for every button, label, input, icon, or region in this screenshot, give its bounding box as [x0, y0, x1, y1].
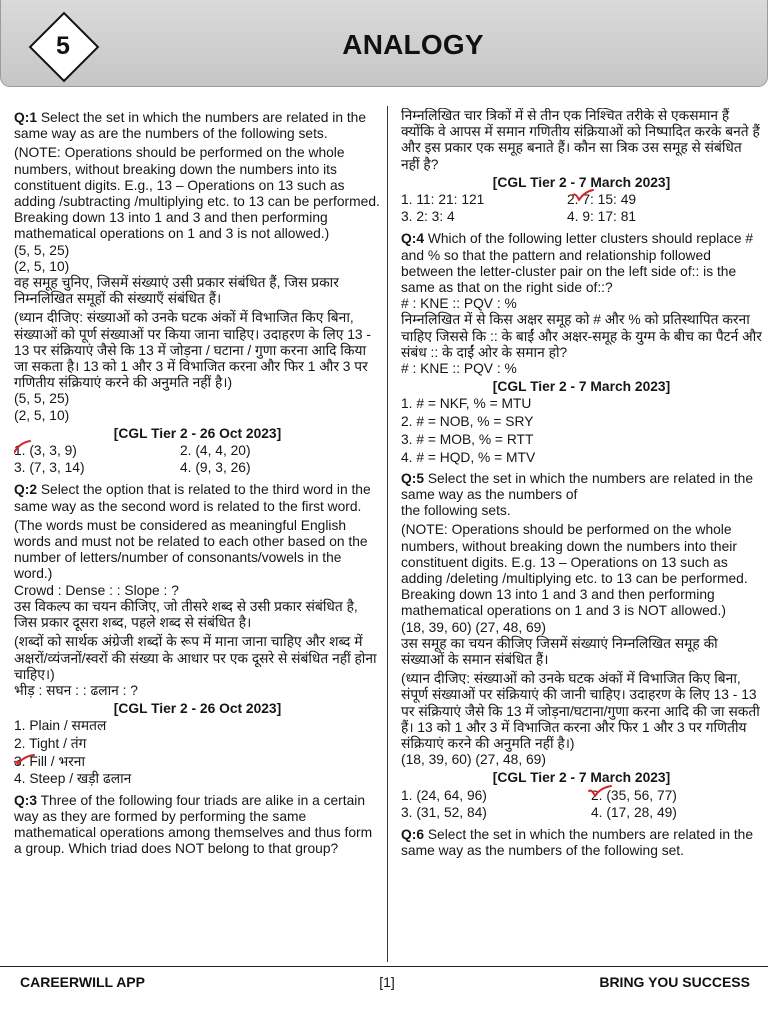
given-sets: (18, 39, 60) (27, 48, 69) — [401, 619, 546, 635]
column-divider — [387, 106, 388, 962]
exam-source: [CGL Tier 2 - 7 March 2023] — [492, 770, 671, 786]
option-2 — [567, 192, 762, 208]
option-1 — [14, 718, 381, 734]
question-6 — [401, 827, 762, 859]
option-text: 2. Tight / तंग — [14, 736, 87, 752]
options-grid — [14, 443, 381, 476]
question-text — [401, 231, 762, 296]
exam-source: [CGL Tier 2 - 7 March 2023] — [492, 174, 671, 190]
page-number: [1] — [379, 974, 395, 990]
letter-expression-hi: # : KNE :: PQV : % — [401, 361, 517, 377]
question-label: Q:4 — [401, 231, 424, 247]
given-set-hi: (2, 5, 10) — [14, 407, 70, 423]
given-set: (5, 5, 25) — [14, 242, 70, 258]
option-text: 3. Fill / भरना — [14, 753, 86, 769]
question-3-continued — [401, 108, 762, 225]
option-4 — [401, 450, 762, 466]
question-text-hi: वह समूह चुनिए, जिसमें संख्याएं उसी प्रकार संबंधित हैं, जिस प्रकार निम्नलिखित समूहों की संख्याएँ संबंधित हैं। — [14, 275, 339, 307]
option-text: 4. # = HQD, % = MTV — [401, 449, 536, 465]
option-4 — [180, 460, 381, 476]
question-label: Q:5 — [401, 470, 424, 486]
question-note: (The words must be considered as meaningful English words and must not be related to each other based on the number of letters/number of consonants/vowels in the word.) — [14, 517, 368, 582]
question-note-hi: (ध्यान दीजिए: संख्याओं को उनके घटक अंकों में विभाजित किए बिना, संपूर्ण संख्याओं पर संक्रियाएं की जानी चाहिए। उदाहरण के लिए 13 - 13 पर संक्रियाएं जैसे कि 13 में जोड़ना/घटाना/गुणा करना आदि की जा सकती हैं। 13 को 1 और 3 में विभाजित करना और फिर 1 और 3 पर गणितीय संक्रियाएं करने की अनुमति नहीं है।) — [401, 671, 760, 752]
question-text-en: Which of the following letter clusters should replace # and % so that the pattern and relationship followed between the letter-cluster pair on the left side of:: is the same as that on the right side of::? — [401, 231, 754, 296]
given-set: (2, 5, 10) — [14, 258, 70, 274]
options-list — [401, 396, 762, 465]
option-text: 1. (24, 64, 96) — [401, 787, 487, 803]
option-2 — [14, 736, 381, 752]
option-text: 1. (3, 3, 9) — [14, 443, 77, 459]
question-2 — [14, 482, 381, 787]
question-note-hi: (शब्दों को सार्थक अंग्रेजी शब्दों के रूप में माना जाना चाहिए और शब्द में अक्षरों/व्यंजनों/स्वरों की संख्या के आधार पर एक दूसरे से संबंधित नहीं होना चाहिए।) — [14, 634, 377, 682]
option-3 — [401, 209, 567, 225]
option-text: 2. 7: 15: 49 — [567, 192, 637, 208]
option-3 — [401, 432, 762, 448]
question-note-hi: (ध्यान दीजिए: संख्याओं को उनके घटक अंकों में विभाजित किए बिना, संख्याओं को पूर्ण संख्याओं पर किया जाना चाहिए। उदाहरण के लिए 13 - 13 पर संक्रियाएं जैसे कि 13 में जोड़ना / घटाना / गुणा करना आदि किया जा सकता है। 13 को 1 और 3 में विभाजित करना और फिर 1 और 3 पर गणितीय संक्रियाएं करने की अनुमति नहीं है।) — [14, 310, 371, 391]
question-text-en: Select the set in which the numbers are related in the same way as are the numbers of the following sets. — [14, 110, 367, 142]
option-text: 4. (9, 3, 26) — [180, 460, 251, 476]
exam-source: [CGL Tier 2 - 7 March 2023] — [492, 379, 671, 395]
chapter-header — [0, 0, 768, 87]
question-text-hi: निम्नलिखित में से किस अक्षर समूह को # और % को प्रतिस्थापित करना चाहिए जिससे कि :: के बाईं और अक्षर-समूह के युग्म के बीच का पैटर्न और संबंध :: के दाईं ओर के समान हो? — [401, 312, 762, 360]
options-grid — [401, 788, 762, 821]
question-text — [401, 471, 762, 520]
question-text-hi: उस समूह का चयन कीजिए जिसमें संख्याएं निम्नलिखित समूह की संख्याओं के समान संबंधित हैं। — [401, 635, 718, 667]
question-text — [14, 482, 381, 514]
option-4 — [14, 771, 381, 787]
option-2 — [401, 414, 762, 430]
option-4 — [591, 805, 762, 821]
footer-brand: CAREERWILL APP — [20, 974, 145, 990]
option-2 — [591, 788, 762, 804]
option-text: 4. Steep / खड़ी ढलान — [14, 771, 132, 787]
option-text: 1. # = NKF, % = MTU — [401, 396, 532, 412]
given-sets-hi: (18, 39, 60) (27, 48, 69) — [401, 752, 546, 768]
question-1 — [14, 110, 381, 476]
exam-source: [CGL Tier 2 - 26 Oct 2023] — [113, 425, 282, 441]
question-text — [14, 110, 381, 142]
question-text-en: Select the option that is related to the third word in the same way as the second word is related to the first word. — [14, 482, 371, 514]
question-text-en: Three of the following four triads are alike in a certain way as they are formed by performing the same mathematical operations among themselves and thus form a group. Which triad does NOT belong to that group? — [14, 792, 373, 857]
footer-tagline: BRING YOU SUCCESS — [599, 974, 750, 990]
question-text — [14, 793, 381, 858]
option-1 — [401, 788, 591, 804]
right-column — [401, 108, 762, 962]
option-text: 2. (4, 4, 20) — [180, 443, 251, 459]
question-label: Q:6 — [401, 827, 424, 843]
given-set-hi: (5, 5, 25) — [14, 391, 70, 407]
option-1 — [14, 443, 180, 459]
option-text: 4. (17, 28, 49) — [591, 804, 677, 820]
question-note: (NOTE: Operations should be performed on the whole numbers, without breaking down the numbers into its constituent digits. E.g., 13 – Operations on 13 such as adding /subtracting /multiplying etc. to 13 can be performed. Breaking down 13 into 1 and 3 and then performing mathematical operations on 1 and 3 is not allowed.) — [14, 145, 380, 242]
option-1 — [401, 396, 762, 412]
question-text-hi: निम्नलिखित चार त्रिकों में से तीन एक निश्चित तरीके से एकसमान हैं क्योंकि वे आपस में समान गणितीय संक्रियाओं को निष्पादित करके बनते हैं और इस प्रकार एक समूह बनाते हैं। कौन सा त्रिक उस समूह से संबंधित नहीं है? — [401, 108, 760, 172]
question-label: Q:1 — [14, 110, 37, 125]
option-text: 2. # = NOB, % = SRY — [401, 414, 534, 430]
question-3 — [14, 793, 381, 858]
question-text — [401, 827, 762, 859]
question-text-en: Select the set in which the numbers are related in the same way as the numbers of the following sets. — [401, 470, 754, 519]
option-text: 2. (35, 56, 77) — [591, 787, 677, 803]
option-text: 3. (7, 3, 14) — [14, 460, 85, 476]
letter-expression: # : KNE :: PQV : % — [401, 296, 517, 312]
question-label: Q:3 — [14, 792, 37, 808]
options-grid — [401, 192, 762, 225]
option-2 — [180, 443, 381, 459]
option-text: 3. 2: 3: 4 — [401, 209, 455, 225]
left-column — [14, 110, 381, 962]
question-text-en: Select the set in which the numbers are related in the same way as the numbers of the following set. — [401, 827, 754, 859]
chapter-number: 5 — [56, 32, 70, 60]
option-text: 3. # = MOB, % = RTT — [401, 431, 534, 447]
question-text-hi: उस विकल्प का चयन कीजिए, जो तीसरे शब्द से उसी प्रकार संबंधित है, जिस प्रकार दूसरा शब्द, पहले शब्द से संबंधित है। — [14, 598, 358, 631]
chapter-title: ANALOGY — [342, 29, 484, 60]
option-text: 3. (31, 52, 84) — [401, 804, 487, 820]
question-5 — [401, 471, 762, 821]
options-list — [14, 718, 381, 787]
option-4 — [567, 209, 762, 225]
word-pair: Crowd : Dense : : Slope : ? — [14, 582, 179, 598]
exam-source: [CGL Tier 2 - 26 Oct 2023] — [113, 701, 282, 717]
word-pair-hi: भीड़ : सघन : : ढलान : ? — [14, 682, 138, 698]
option-3 — [401, 805, 591, 821]
option-3 — [14, 460, 180, 476]
option-1 — [401, 192, 567, 208]
question-4 — [401, 231, 762, 465]
option-text: 4. 9: 17: 81 — [567, 209, 637, 225]
option-text: 1. Plain / समतल — [14, 718, 107, 734]
question-note: (NOTE: Operations should be performed on the whole numbers, without breaking down the numbers into their constituent digits. E.g. 13 – Operations on 13 such as adding /deleting /multiplying etc. to 13 can be performed. Breaking down 13 into 1 and 3 and then performing mathematical operations on 1 and 3 is NOT allowed.) — [401, 522, 748, 619]
question-label: Q:2 — [14, 482, 37, 498]
option-3 — [14, 754, 381, 770]
footer-divider — [0, 966, 768, 967]
option-text: 1. 11: 21: 121 — [401, 192, 485, 208]
